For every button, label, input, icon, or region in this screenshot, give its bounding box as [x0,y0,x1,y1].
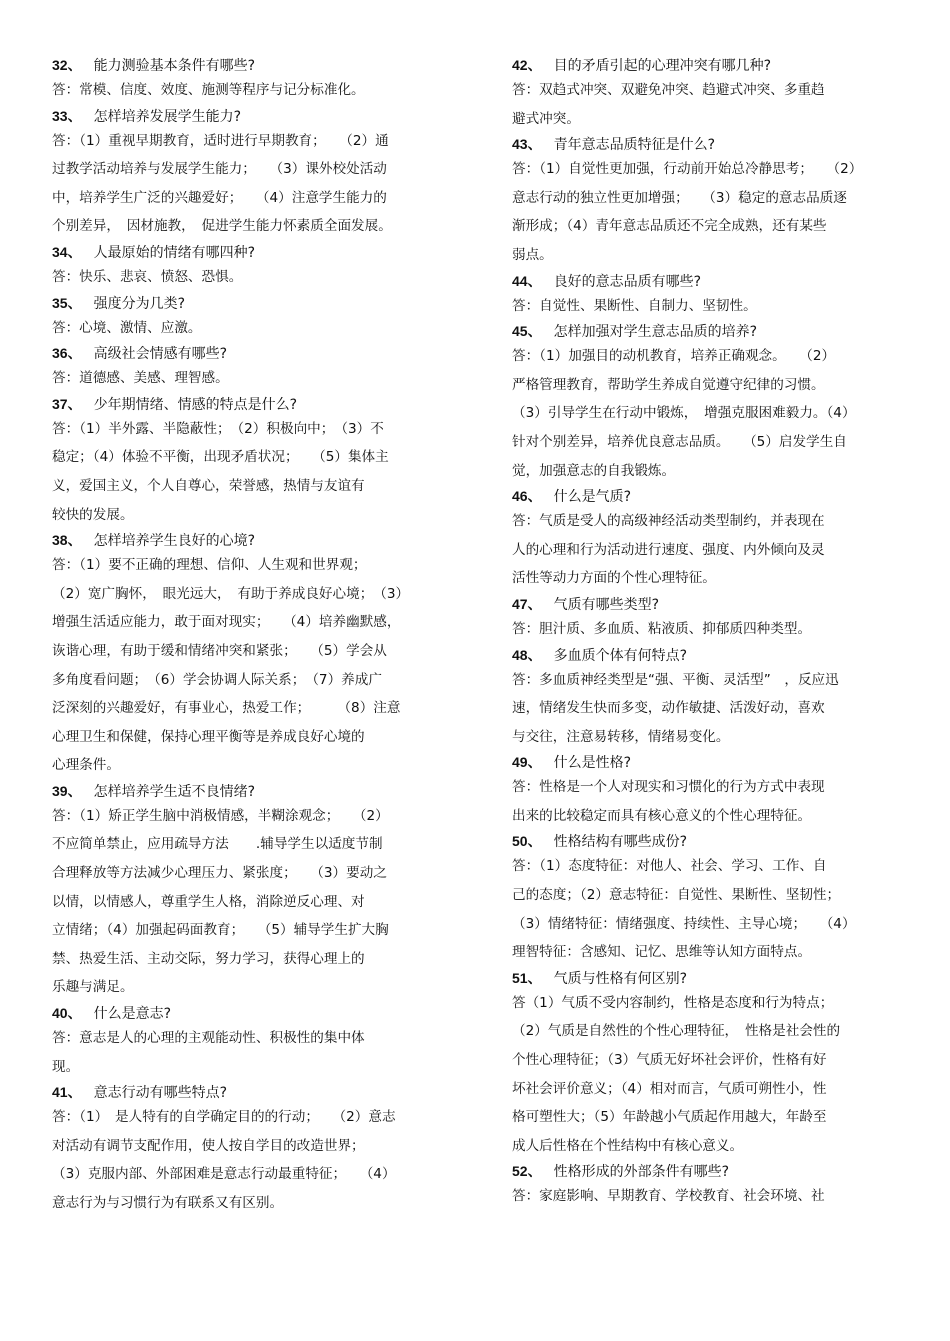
question [52,1081,437,1103]
question-number: 47、 [512,595,542,612]
question-text: 怎样培养学生良好的心境? [93,533,256,550]
answer-line: 现。 [52,1058,80,1075]
answer-line: （3）情绪特征：情绪强度、持续性、主导心境； （4） [512,915,856,932]
answer-line: 答：（1）矫正学生脑中消极情感，半糊涂观念； （2） [52,807,389,824]
qa-item [52,342,437,393]
answer-line: 答：（1） 是人特有的自学确定目的的行动； （2）意志 [52,1109,396,1126]
question-text: 能力测验基本条件有哪些? [93,58,256,74]
question [512,270,902,292]
question [52,241,437,263]
question [512,320,902,342]
answer-line: 答：快乐、悲哀、愤怒、恐惧。 [52,268,243,285]
qa-item [512,830,902,966]
question [52,393,437,415]
answer-line: 稳定；（4）体验不平衡，出现矛盾状况； （5）集体主 [52,449,389,466]
question [52,105,437,127]
answer-line: 答：（1）半外露、半隐蔽性； （2）积极向中； （3）不 [52,420,384,437]
answer-line: 增强生活适应能力，敢于面对现实； （4）培养幽默感， [52,614,401,631]
qa-item [52,241,437,292]
answer-line: （2）宽广胸怀， 眼光远大， 有助于养成良好心境； （3） [52,585,410,602]
answer-line: （3）克服内部、外部困难是意志行动最重特征； （4） [52,1166,396,1183]
answer-line: 理智特征：含感知、记忆、思维等认知方面特点。 [512,944,812,961]
question-text: 什么是气质? [553,489,632,506]
answer-line: 以情，以情感人，尊重学生人格，消除逆反心理、对 [52,893,365,910]
question-number: 43、 [512,136,542,153]
question-text: 意志行动有哪些特点? [93,1085,228,1102]
question-text: 什么是意志? [93,1006,172,1023]
answer-line: 速，情绪发生快而多变，动作敏捷、活泼好动，喜欢 [512,700,825,717]
question [512,133,902,155]
question-number: 51、 [512,969,542,986]
answer-line: 答：心境、激情、应激。 [52,319,202,336]
qa-item [512,270,902,321]
question-number: 41、 [52,1084,82,1101]
qa-item [52,105,437,241]
answer-line: 答：胆汁质、多血质、粘液质、抑郁质四种类型。 [512,620,812,637]
question-number: 42、 [512,57,542,73]
qa-item [512,967,902,1161]
answer-line: 较快的发展。 [52,506,134,523]
answer-line: 义，爱国主义，个人自尊心，荣誉感，热情与友谊有 [52,477,365,494]
answer-line: 合理释放等方法减少心理压力、紧张度； （3）要动之 [52,865,387,882]
answer-line: 泛深刻的兴趣爱好，有事业心，热爱工作； （8）注意 [52,700,401,717]
answer-line: 与交往，注意易转移，情绪易变化。 [512,728,730,745]
question-text: 多血质个体有何特点? [553,647,688,664]
answer-line: 避式冲突。 [512,110,580,127]
question-text: 强度分为几类? [93,295,186,312]
answer-line: 答：性格是一个人对现实和习惯化的行为方式中表现 [512,779,825,796]
qa-item [52,54,437,105]
qa-item [52,1002,437,1081]
question-text: 高级社会情感有哪些? [93,346,228,363]
question-text: 怎样培养学生适不良情绪? [93,783,256,800]
question-text: 气质有哪些类型? [553,596,660,613]
question [512,830,902,852]
question-text: 青年意志品质特征是什么? [553,137,716,154]
question-number: 45、 [512,323,542,340]
answer-line: 针对个别差异，培养优良意志品质。 （5）启发学生自 [512,433,847,450]
question [512,593,902,615]
answer-line: 心理卫生和保健，保持心理平衡等是养成良好心境的 [52,728,365,745]
question [512,751,902,773]
question-number: 34、 [52,243,82,260]
question-text: 性格结构有哪些成份? [553,834,688,851]
answer-line: 己的态度；（2）意志特征：自觉性、果断性、坚韧性； [512,887,841,904]
answer-line: 过教学活动培养与发展学生能力； （3）课外校处活动 [52,161,387,178]
answer-line: 弱点。 [512,246,553,263]
answer-line: 不应简单禁止，应用疏导方法 .辅导学生以适度节制 [52,836,383,853]
answer-line: 个性心理特征；（3）气质无好坏社会评价，性格有好 [512,1052,827,1069]
question-text: 怎样培养发展学生能力? [93,108,242,125]
question-number: 52、 [512,1163,542,1180]
question [52,1002,437,1024]
qa-item [512,593,902,644]
question-number: 38、 [52,532,82,549]
question [52,529,437,551]
left-column [52,54,437,1218]
answer-line: 严格管理教育，帮助学生养成自觉遵守纪律的习惯。 [512,376,825,393]
question [52,292,437,314]
question [512,967,902,989]
answer-line: 对活动有调节支配作用，使人按自学目的改造世界； [52,1137,365,1154]
answer-line: 意志行动的独立性更加增强； （3）稳定的意志品质逐 [512,189,847,206]
question-text: 目的矛盾引起的心理冲突有哪几种? [553,58,772,74]
answer-line: 答：（1）自觉性更加强，行动前开始总冷静思考； （2） [512,161,863,178]
qa-item [512,54,902,133]
answer-line: （3）引导学生在行动中锻炼， 增强克服困难毅力。（4） [512,405,856,422]
qa-item [52,529,437,780]
question [52,780,437,802]
answer-line: 人的心理和行为活动进行速度、强度、内外倾向及灵 [512,541,825,558]
qa-item [512,644,902,752]
answer-line: 答：家庭影响、早期教育、学校教育、社会环境、社 [512,1188,825,1205]
answer-line: 答：（1）态度特征：对他人、社会、学习、工作、自 [512,858,827,875]
answer-line: 答：常模、信度、效度、施测等程序与记分标准化。 [52,82,365,98]
answer-line: （2）气质是自然性的个性心理特征， 性格是社会性的 [512,1023,841,1040]
qa-item [512,751,902,830]
question [52,342,437,364]
question-number: 46、 [512,488,542,505]
answer-line: 渐形成；（4）青年意志品质还不完全成熟，还有某些 [512,218,827,235]
answer-line: 答：（1）加强目的动机教育，培养正确观念。 （2） [512,348,836,365]
answer-line: 乐趣与满足。 [52,979,134,996]
answer-line: 答：（1）重视早期教育，适时进行早期教育； （2）通 [52,132,389,149]
question-number: 35、 [52,294,82,311]
answer-line: 觉，加强意志的自我锻炼。 [512,462,676,479]
answer-line: 答：多血质神经类型是“强、平衡、灵活型” ，反应迅 [512,671,839,688]
question [52,54,437,76]
question-text: 少年期情绪、情感的特点是什么? [93,396,298,413]
answer-line: 出来的比较稳定而具有核心意义的个性心理特征。 [512,807,812,824]
qa-item [52,1081,437,1217]
qa-item [512,485,902,593]
answer-line: 活性等动力方面的个性心理特征。 [512,570,716,587]
qa-item [52,292,437,343]
question-number: 37、 [52,395,82,412]
qa-item [512,1160,902,1211]
answer-line: 答：（1）要不正确的理想、信仰、人生观和世界观； [52,557,367,574]
answer-line: 成人后性格在个性结构中有核心意义。 [512,1137,744,1154]
answer-line: 个别差异， 因材施教， 促进学生能力怀素质全面发展。 [52,218,392,235]
question [512,1160,902,1182]
question-number: 39、 [52,782,82,799]
answer-line: 答：意志是人的心理的主观能动性、积极性的集中体 [52,1030,365,1047]
question-number: 33、 [52,107,82,124]
qa-item [52,780,437,1002]
question-number: 32、 [52,57,82,73]
question-number: 48、 [512,646,542,663]
answer-line: 坏社会评价意义；（4）相对而言，气质可朔性小，性 [512,1080,827,1097]
question-text: 气质与性格有何区别? [553,970,688,987]
question-text: 怎样加强对学生意志品质的培养? [553,324,758,341]
question [512,54,902,76]
question-number: 36、 [52,345,82,362]
answer-line: 答：道德感、美感、理智感。 [52,370,229,387]
answer-line: 格可塑性大；（5）年龄越小气质起作用越大，年龄至 [512,1109,827,1126]
question-text: 良好的意志品质有哪些? [553,273,702,290]
question-number: 44、 [512,272,542,289]
qa-item [512,320,902,485]
answer-line: 中，培养学生广泛的兴趣爱好； （4）注意学生能力的 [52,189,387,206]
question-text: 性格形成的外部条件有哪些? [553,1164,730,1181]
qa-item [512,133,902,269]
question-text: 人最原始的情绪有哪四种? [93,244,256,261]
answer-line: 立情绪；（4）加强起码面教育； （5）辅导学生扩大胸 [52,922,389,939]
question [512,644,902,666]
answer-line: 心理条件。 [52,757,120,774]
answer-line: 答：气质是受人的高级神经活动类型制约，并表现在 [512,513,825,530]
answer-line: 多角度看问题； （6）学会协调人际关系； （7）养成广 [52,671,382,688]
right-column [512,54,902,1211]
question-number: 40、 [52,1005,82,1022]
question-text: 什么是性格? [553,755,632,772]
answer-line: 答：双趋式冲突、双避免冲突、趋避式冲突、多重趋 [512,82,825,98]
question-number: 50、 [512,833,542,850]
answer-line: 意志行为与习惯行为有联系又有区别。 [52,1195,284,1211]
answer-line: 诙谐心理，有助于缓和情绪冲突和紧张； （5）学会从 [52,642,387,659]
qa-item [52,393,437,529]
question [512,485,902,507]
answer-line: 禁、热爱生活、主动交际，努力学习，获得心理上的 [52,950,365,967]
answer-line: 答（1）气质不受内容制约，性格是态度和行为特点； [512,994,834,1011]
answer-line: 答：自觉性、果断性、自制力、坚韧性。 [512,297,757,314]
question-number: 49、 [512,754,542,771]
